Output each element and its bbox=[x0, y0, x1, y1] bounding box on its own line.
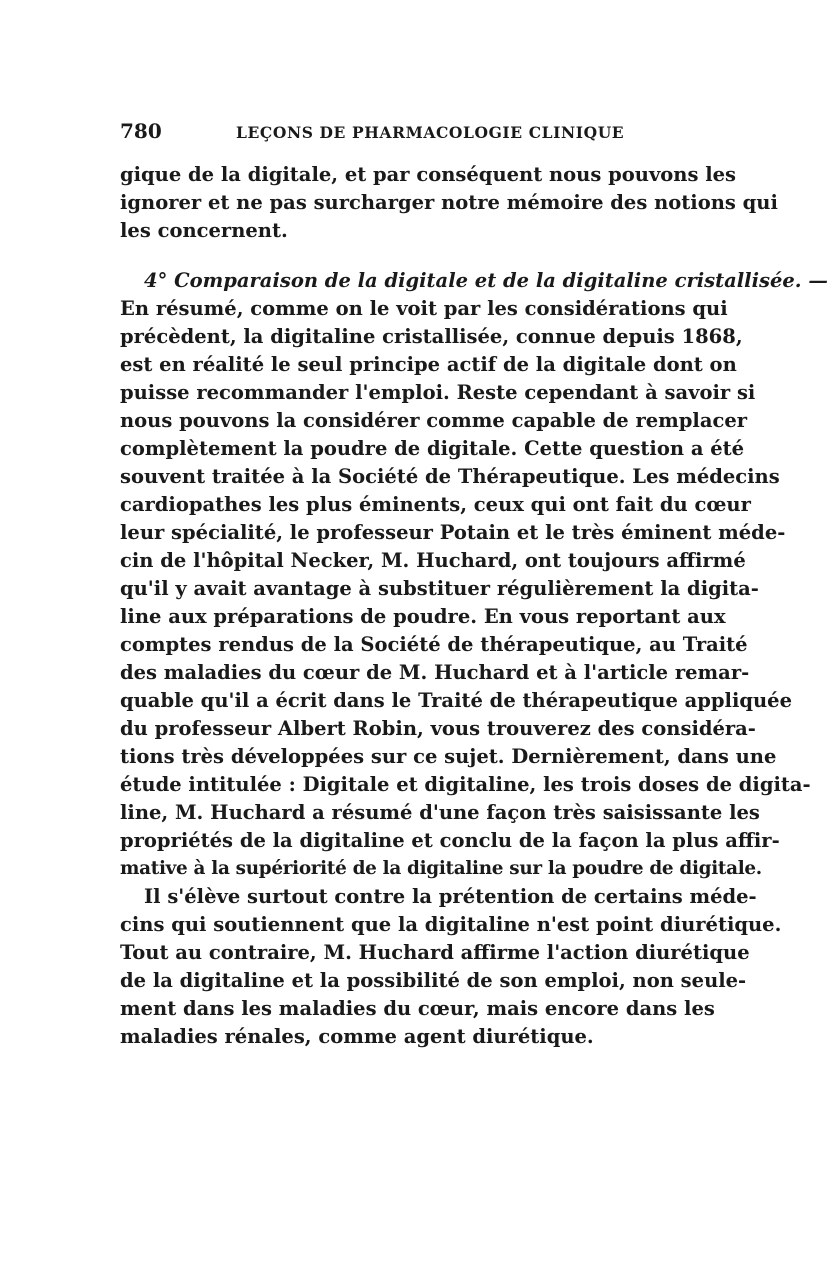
text-line: du professeur Albert Robin, vous trouverez des considéra- bbox=[120, 717, 756, 740]
text-line: précèdent, la digitaline cristallisée, connue depuis 1868, bbox=[120, 325, 743, 348]
text-line: En résumé, comme on le voit par les considérations qui bbox=[120, 297, 728, 320]
section-heading: 4° Comparaison de la digitale et de la digitaline cristallisée. — bbox=[144, 269, 828, 292]
text-line: Tout au contraire, M. Huchard affirme l'action diurétique bbox=[120, 941, 750, 964]
text-line: comptes rendus de la Société de thérapeutique, au Traité bbox=[120, 633, 748, 656]
text-line: souvent traitée à la Société de Thérapeutique. Les médecins bbox=[120, 465, 780, 488]
text-line: Il s'élève surtout contre la prétention de certains méde- bbox=[144, 885, 757, 908]
text-line: maladies rénales, comme agent diurétique. bbox=[120, 1025, 594, 1048]
text-line: mative à la supériorité de la digitaline sur la poudre de digitale. bbox=[120, 858, 762, 879]
text-line: cins qui soutiennent que la digitaline n'est point diurétique. bbox=[120, 913, 782, 936]
text-line: est en réalité le seul principe actif de la digitale dont on bbox=[120, 353, 737, 376]
text-line: les concernent. bbox=[120, 219, 288, 242]
text-line: ment dans les maladies du cœur, mais encore dans les bbox=[120, 997, 715, 1020]
text-line: quable qu'il a écrit dans le Traité de thérapeutique appliquée bbox=[120, 689, 792, 712]
text-line: nous pouvons la considérer comme capable de remplacer bbox=[120, 409, 748, 432]
text-line: tions très développées sur ce sujet. Dernièrement, dans une bbox=[120, 745, 777, 768]
text-line: qu'il y avait avantage à substituer régulièrement la digita- bbox=[120, 577, 759, 600]
text-line: complètement la poudre de digitale. Cette question a été bbox=[120, 437, 745, 460]
text-line: line, M. Huchard a résumé d'une façon très saisissante les bbox=[120, 801, 760, 824]
page-header bbox=[120, 119, 672, 149]
text-line: étude intitulée : Digitale et digitaline, les trois doses de digita- bbox=[120, 773, 811, 796]
text-line: puisse recommander l'emploi. Reste cependant à savoir si bbox=[120, 381, 756, 404]
text-line: line aux préparations de poudre. En vous reportant aux bbox=[120, 605, 726, 628]
text-line: gique de la digitale, et par conséquent nous pouvons les bbox=[120, 163, 737, 186]
text-line: cin de l'hôpital Necker, M. Huchard, ont toujours affirmé bbox=[120, 549, 746, 572]
running-title: LEÇONS DE PHARMACOLOGIE CLINIQUE bbox=[236, 123, 625, 142]
text-line: propriétés de la digitaline et conclu de la façon la plus affir- bbox=[120, 829, 780, 852]
text-line: de la digitaline et la possibilité de son emploi, non seule- bbox=[120, 969, 747, 992]
page-number: 780 bbox=[120, 119, 162, 143]
text-line: leur spécialité, le professeur Potain et le très éminent méde- bbox=[120, 521, 786, 544]
text-line: cardiopathes les plus éminents, ceux qui ont fait du cœur bbox=[120, 493, 751, 516]
text-line: des maladies du cœur de M. Huchard et à l'article remar- bbox=[120, 661, 750, 684]
text-line: ignorer et ne pas surcharger notre mémoire des notions qui bbox=[120, 191, 778, 214]
